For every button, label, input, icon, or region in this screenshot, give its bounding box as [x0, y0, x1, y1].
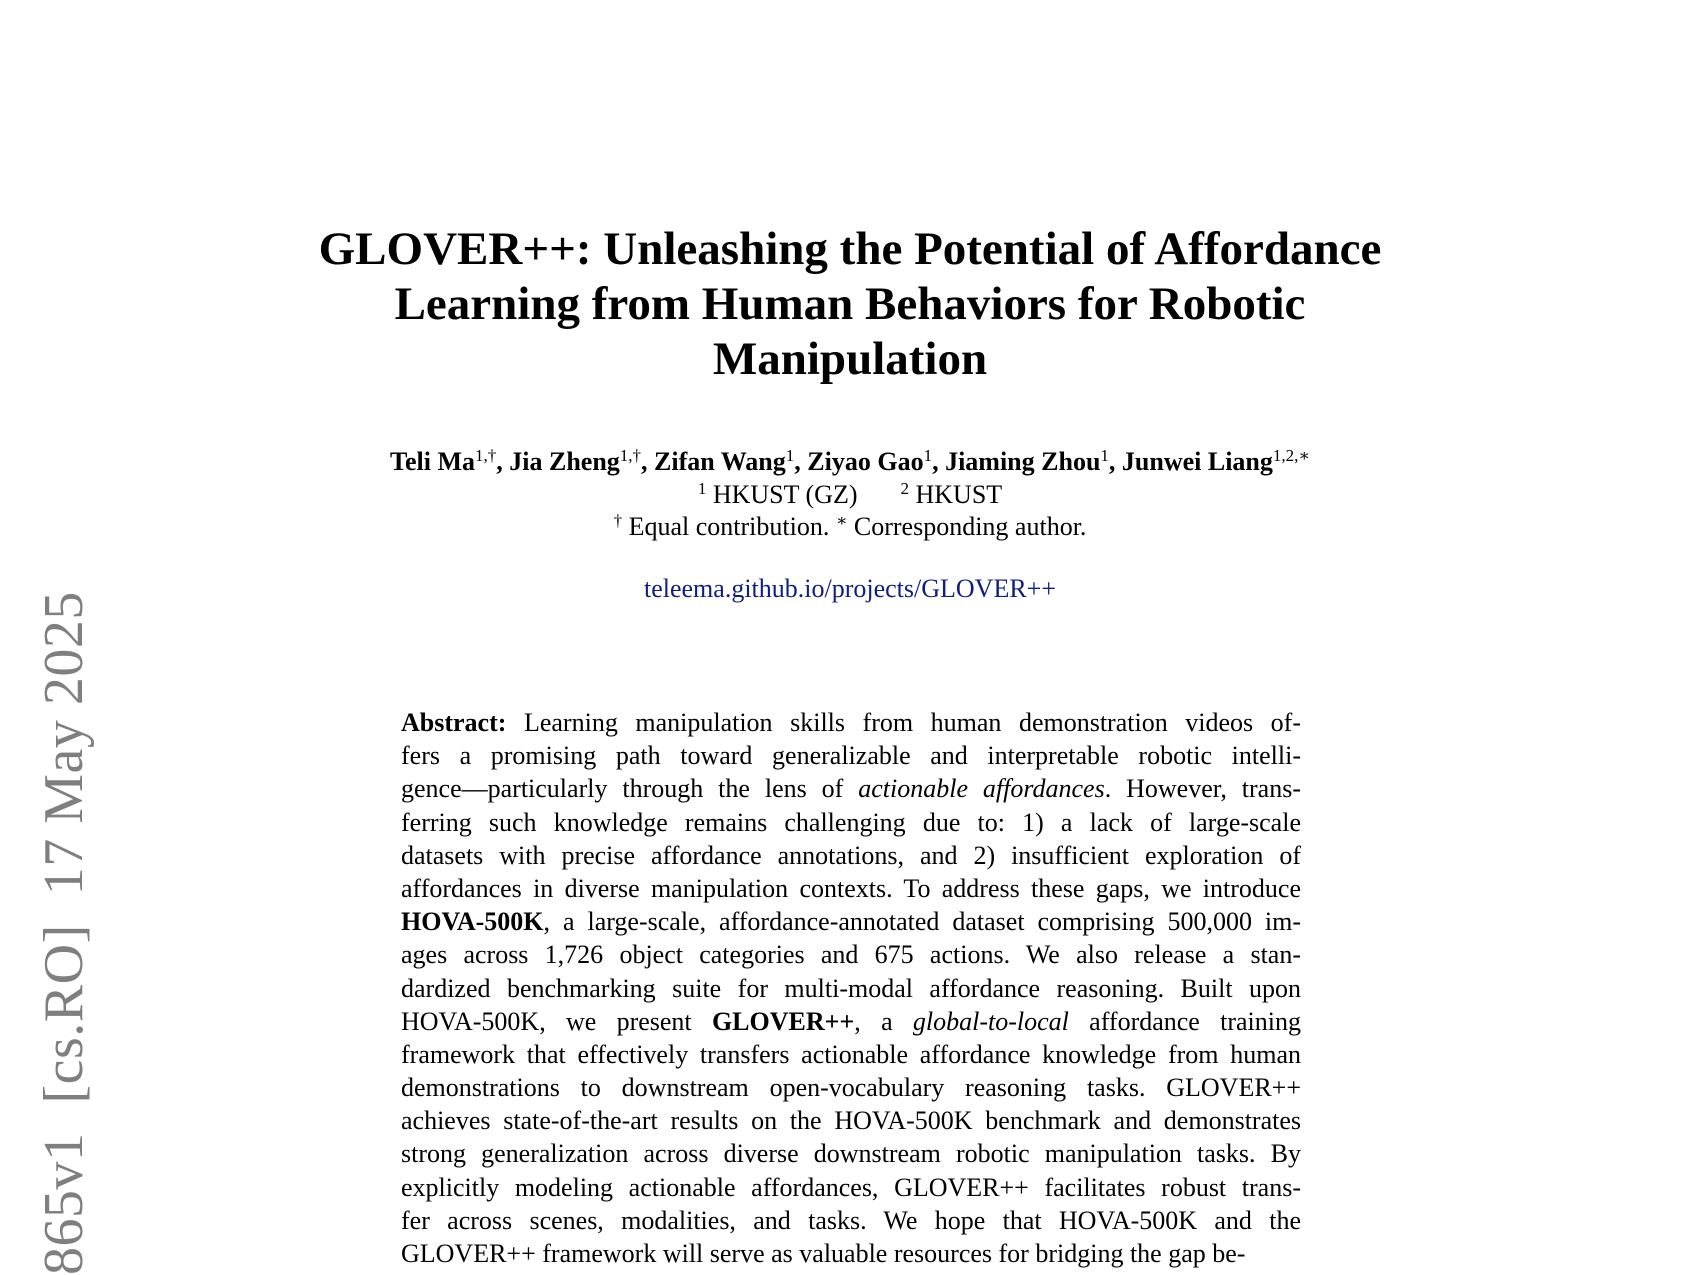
author-separator: ,	[932, 447, 946, 476]
abstract-text: GLOVER++ framework will serve as valuable resources for bridging the gap be-	[401, 1239, 1246, 1268]
abstract-line	[401, 839, 1301, 872]
abstract-text: dardized benchmarking suite for multi-modal affordance reasoning. Built upon	[401, 973, 1301, 1003]
abstract-text: fer across scenes, modalities, and tasks. We hope that HOVA-500K and the	[401, 1205, 1301, 1235]
affiliation-marker: 1	[697, 479, 707, 498]
author-affiliation-marker: 1,2,∗	[1272, 446, 1310, 465]
corresponding-author-note: Corresponding author.	[853, 512, 1087, 541]
abstract-text: HOVA-500K, we present	[401, 1006, 712, 1036]
abstract-text: framework that effectively transfers actionable affordance knowledge from human	[401, 1039, 1301, 1069]
abstract-label: Abstract:	[401, 708, 507, 737]
abstract-text: strong generalization across diverse downstream robotic manipulation tasks. By	[401, 1139, 1301, 1169]
abstract-line	[401, 1038, 1301, 1071]
arxiv-identifier-stamp: 865v1 [cs.RO] 17 May 2025	[33, 591, 95, 1275]
abstract-line	[401, 1005, 1301, 1038]
abstract-line	[401, 1204, 1301, 1237]
corresponding-author-marker: ∗	[835, 511, 848, 530]
abstract-line	[401, 1237, 1301, 1270]
bold-term: GLOVER++	[711, 1006, 855, 1036]
abstract-line	[401, 905, 1301, 938]
abstract-text: affordance training	[1068, 1006, 1301, 1036]
abstract-line	[401, 1071, 1301, 1104]
bold-term: HOVA-500K	[401, 907, 544, 937]
abstract-line	[401, 739, 1301, 772]
italic-term: actionable affordances	[858, 774, 1105, 804]
abstract-line	[401, 1104, 1301, 1137]
abstract-text: . However, trans-	[1104, 774, 1301, 804]
author-separator: ,	[496, 447, 510, 476]
paper-title	[0, 222, 1700, 387]
abstract-text: , a large-scale, affordance-annotated dataset comprising 500,000 im-	[543, 907, 1301, 937]
author-list	[0, 447, 1700, 477]
title-line: Learning from Human Behaviors for Robotic	[394, 278, 1306, 330]
author-name: Jia Zheng	[509, 447, 620, 476]
author-affiliation-marker: 1	[1100, 446, 1109, 465]
author-affiliation-marker: 1,†	[619, 446, 642, 465]
abstract-line	[401, 1171, 1301, 1204]
author-separator: ,	[641, 447, 655, 476]
affiliation-name: HKUST (GZ)	[712, 480, 858, 509]
abstract-text: Learning manipulation skills from human demonstration videos of-	[506, 708, 1301, 737]
abstract-line	[401, 772, 1301, 805]
abstract-text: ages across 1,726 object categories and 675 actions. We also release a stan-	[401, 940, 1301, 970]
project-page-link[interactable]: teleema.github.io/projects/GLOVER++	[643, 574, 1056, 603]
abstract-text: affordances in diverse manipulation contexts. To address these gaps, we introduce	[401, 873, 1301, 903]
project-link-container	[0, 574, 1700, 604]
abstract-line	[401, 938, 1301, 971]
equal-contribution-marker: †	[613, 511, 623, 530]
abstract-text: gence—particularly through the lens of	[401, 774, 859, 804]
equal-contribution-note: Equal contribution.	[628, 512, 830, 541]
author-name: Ziyao Gao	[807, 447, 924, 476]
author-name: Jiaming Zhou	[945, 447, 1101, 476]
affiliations	[0, 480, 1700, 510]
author-affiliation-marker: 1	[923, 446, 933, 465]
abstract-line	[401, 972, 1301, 1005]
abstract-text: achieves state-of-the-art results on the HOVA-500K benchmark and demonstrates	[401, 1106, 1301, 1136]
abstract	[401, 706, 1301, 1270]
author-name: Junwei Liang	[1121, 447, 1273, 476]
abstract-line	[401, 1137, 1301, 1170]
abstract-line	[401, 872, 1301, 905]
author-name: Zifan Wang	[654, 447, 786, 476]
author-separator: ,	[1108, 447, 1122, 476]
abstract-line	[401, 806, 1301, 839]
abstract-line	[401, 706, 1301, 739]
italic-term: global-to-local	[912, 1006, 1069, 1036]
abstract-text: datasets with precise affordance annotations, and 2) insufficient exploration of	[401, 840, 1301, 870]
abstract-text: ferring such knowledge remains challenging due to: 1) a lack of large-scale	[401, 807, 1301, 837]
author-notes	[0, 512, 1700, 542]
title-line: GLOVER++: Unleashing the Potential of Affordance	[318, 223, 1382, 275]
abstract-text: fers a promising path toward generalizable and interpretable robotic intelli-	[401, 741, 1301, 771]
author-affiliation-marker: 1,†	[475, 446, 497, 465]
abstract-text: demonstrations to downstream open-vocabulary reasoning tasks. GLOVER++	[401, 1073, 1301, 1103]
author-name: Teli Ma	[390, 447, 475, 476]
affiliation-marker: 2	[900, 479, 909, 498]
author-separator: ,	[794, 447, 808, 476]
abstract-text: explicitly modeling actionable affordances, GLOVER++ facilitates robust trans-	[401, 1172, 1301, 1202]
abstract-text: , a	[854, 1006, 913, 1036]
title-line: Manipulation	[712, 333, 988, 385]
affiliation-name: HKUST	[915, 480, 1003, 509]
author-affiliation-marker: 1	[785, 446, 795, 465]
